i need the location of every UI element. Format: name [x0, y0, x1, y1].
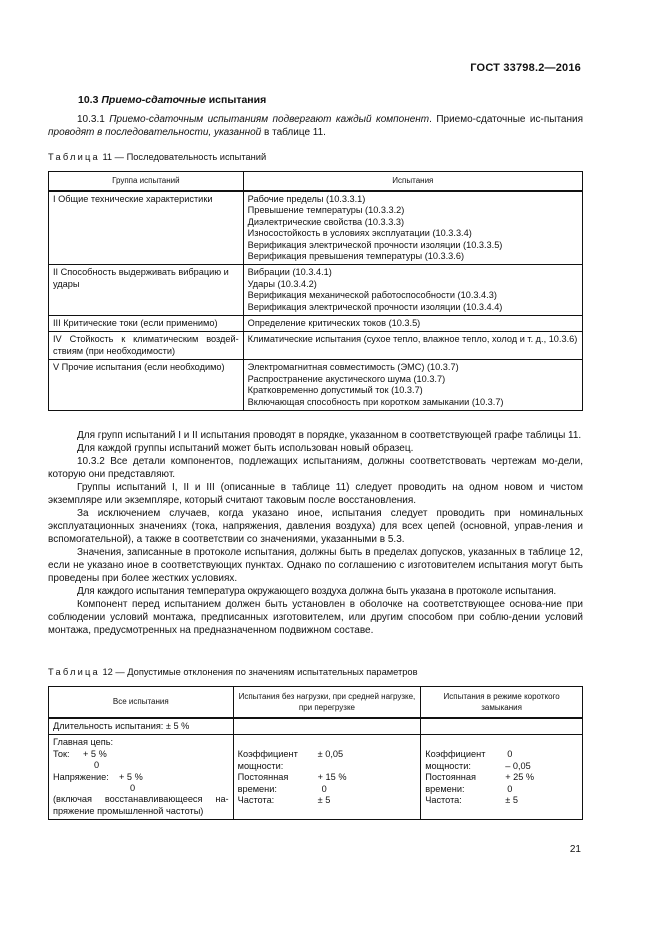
group-cell: III Критические токи (если применимо): [49, 316, 244, 332]
paragraph-10-3-1: [48, 113, 583, 139]
test-item: Износостойкость в условиях эксплуатации (10.3.3.4): [247, 228, 472, 239]
paragraph: Для групп испытаний I и II испытания проводят в порядке, указанном в соответствующей графе таблицы 11.: [77, 430, 582, 441]
table-row: [49, 360, 583, 411]
table-12: [48, 686, 583, 820]
tests-cell: [243, 316, 582, 332]
test-item: Кратковременно допустимый ток (10.3.7): [247, 385, 423, 396]
paragraph: Для каждой группы испытаний может быть использован новый образец.: [77, 443, 414, 454]
voltage-label: Напряжение:: [53, 771, 109, 782]
paragraph: 10.3.2 Все детали компонентов, подлежащих испытаниям, должны соответствовать чертежам мо-дели, которую они представляют.: [48, 456, 583, 480]
frequency-label: Частота:: [425, 795, 462, 806]
test-item: Верификация электрической прочности изоляции (10.3.3.5): [247, 239, 503, 250]
text-italic: проводят в последовательности, указанной: [48, 127, 262, 138]
paragraph: Значения, записанные в протоколе испытания, должны быть в пределах допусков, указанных в таблице 12, если не указано иное в соответствующих пунктах. Однако по соглашению с изготовителем испытания могут быть проведены при более жестких условиях.: [48, 547, 583, 584]
frequency-label: Частота:: [237, 795, 275, 806]
section-number: 10.3: [78, 94, 99, 106]
section-title: [78, 94, 266, 106]
paragraph: Компонент перед испытанием должен быть установлен в оболочке на соответствующее основа-ние при соблюдении условий монтажа, предписанных изготовителем, или другим способом при соблю-дении условий монтажа, предусмотренных на предназначенном подвижном составе.: [48, 599, 583, 636]
table-row: [49, 316, 583, 332]
column-header: Группа испытаний: [49, 172, 244, 192]
table-header-row: [49, 687, 583, 719]
test-item: Электромагнитная совместимость (ЭМС) (10.3.7): [247, 362, 459, 373]
test-item: Включающая способность при коротком замыкании (10.3.7): [247, 396, 504, 407]
time-constant-label: Постоянная времени:: [237, 772, 289, 794]
current-value: + 5 %: [83, 748, 107, 759]
power-factor-row: [238, 749, 417, 772]
section-title-rest: испытания: [208, 94, 267, 106]
time-constant-value: + 15 %: [317, 772, 347, 783]
column-header: Испытания без нагрузки, при средней нагрузке, при перегрузке: [233, 687, 421, 719]
test-item: Удары (10.3.4.2): [247, 278, 317, 289]
power-factor-value: 0: [507, 749, 513, 760]
caption-text: 12 — Допустимые отклонения по значениям испытательных параметров: [102, 667, 418, 677]
table-row: [49, 735, 583, 820]
time-constant-values: [505, 772, 534, 795]
tests-cell: [243, 191, 582, 265]
group-cell: V Прочие испытания (если необходимо): [49, 360, 244, 411]
time-constant-label: Постоянная времени:: [425, 772, 476, 794]
caption-label: Таблица: [48, 667, 100, 677]
test-item: Климатические испытания (сухое тепло, влажное тепло, холод и т. д., 10.3.6): [247, 334, 578, 345]
column-header: Испытания: [243, 172, 582, 192]
duration-cell: Длительность испытания: ± 5 %: [49, 718, 234, 735]
section-title-italic: Приемо-сдаточные: [101, 94, 206, 106]
test-item: Верификация превышения температуры (10.3.3.6): [247, 251, 465, 262]
table-11: [48, 171, 583, 411]
current-label: Ток:: [53, 748, 70, 759]
time-constant-zero: 0: [321, 783, 327, 794]
power-factor-values: [505, 749, 531, 772]
column-header: Все испытания: [49, 687, 234, 719]
tests-cell: [243, 360, 582, 411]
text-plain: в таблице 11.: [264, 127, 326, 138]
power-factor-value-lower: – 0,05: [505, 760, 531, 771]
time-constant-row: [425, 772, 578, 795]
table-row: [49, 332, 583, 360]
test-item: Превышение температуры (10.3.3.2): [247, 205, 405, 216]
paragraph: Для каждого испытания температура окружающего воздуха должна быть указана в протоколе испытания.: [77, 586, 557, 597]
column-header: Испытания в режиме короткого замыкания: [421, 687, 583, 719]
table-11-caption: [48, 152, 266, 162]
group-cell: I Общие технические характеристики: [49, 191, 244, 265]
test-item: Диэлектрические свойства (10.3.3.3): [247, 216, 405, 227]
caption-label: Таблица: [48, 152, 100, 162]
paragraph: За исключением случаев, когда указано иное, испытания следует проводить при номинальных эксплуатационных значениях (тока, напряжения, давления воздуха) для всех цепей (основной, управ-ления и вспомогательной), а также в соответствии со значениями, указанными в 5.3.: [48, 508, 583, 545]
body-text: [48, 429, 583, 637]
test-item: Определение критических токов (10.3.5): [247, 318, 421, 329]
voltage-note: (включая восстанавливающееся на-пряжение промышленной частоты): [53, 794, 229, 816]
voltage-zero: 0: [130, 783, 136, 794]
test-item: Вибрации (10.3.4.1): [247, 267, 332, 278]
current-zero: 0: [94, 760, 100, 771]
clause-number: 10.3.1: [77, 114, 105, 125]
test-item: Верификация механической работоспособности (10.3.4.3): [247, 290, 497, 301]
voltage-row: [53, 772, 229, 783]
power-factor-value: ± 0,05: [317, 749, 344, 760]
power-factor-label: Коэффициент мощности:: [425, 749, 486, 771]
table-row: [49, 191, 583, 265]
table-row: [49, 265, 583, 316]
table-row: [49, 718, 583, 735]
page-number: 21: [569, 844, 581, 855]
text-plain: . Приемо-сдаточные ис-пытания: [429, 114, 583, 125]
main-circuit-cell: [49, 735, 234, 820]
tests-cell: [243, 332, 582, 360]
time-constant-row: [238, 772, 417, 795]
voltage-value: + 5 %: [119, 771, 143, 782]
time-constant-values: [318, 772, 347, 795]
short-circuit-params-cell: [421, 735, 583, 820]
main-circuit-label: Главная цепь:: [53, 737, 114, 748]
empty-cell: [421, 718, 583, 735]
frequency-value: ± 5: [505, 795, 518, 806]
group-cell: IV Стойкость к климатическим воздей-ствиям (при необходимости): [49, 332, 244, 360]
frequency-row: [238, 795, 417, 806]
no-load-params-cell: [233, 735, 421, 820]
tests-cell: [243, 265, 582, 316]
frequency-row: [425, 795, 578, 806]
group-cell: II Способность выдерживать вибрацию и удары: [49, 265, 244, 316]
power-factor-row: [425, 749, 578, 772]
current-row: [53, 749, 229, 760]
frequency-value: ± 5: [317, 795, 331, 806]
paragraph: Группы испытаний I, II и III (описанные в таблице 11) следует проводить на одном новом и чистом экземпляре или экземпляре, который считают таковым после восстановления.: [48, 482, 583, 506]
caption-text: 11 — Последовательность испытаний: [102, 152, 267, 162]
power-factor-label: Коэффициент мощности:: [237, 749, 298, 771]
time-constant-zero: 0: [507, 783, 513, 794]
empty-cell: [233, 718, 421, 735]
test-item: Распространение акустического шума (10.3.7): [247, 373, 446, 384]
test-item: Рабочие пределы (10.3.3.1): [247, 194, 366, 204]
test-item: Верификация электрической прочности изоляции (10.3.4.4): [247, 301, 503, 312]
time-constant-value: + 25 %: [505, 772, 535, 783]
table-header-row: [49, 172, 583, 192]
text-italic: Приемо-сдаточным испытаниям подвергают каждый компонент: [109, 114, 430, 125]
table-12-caption: [48, 667, 418, 677]
document-header: ГОСТ 33798.2—2016: [470, 62, 581, 74]
